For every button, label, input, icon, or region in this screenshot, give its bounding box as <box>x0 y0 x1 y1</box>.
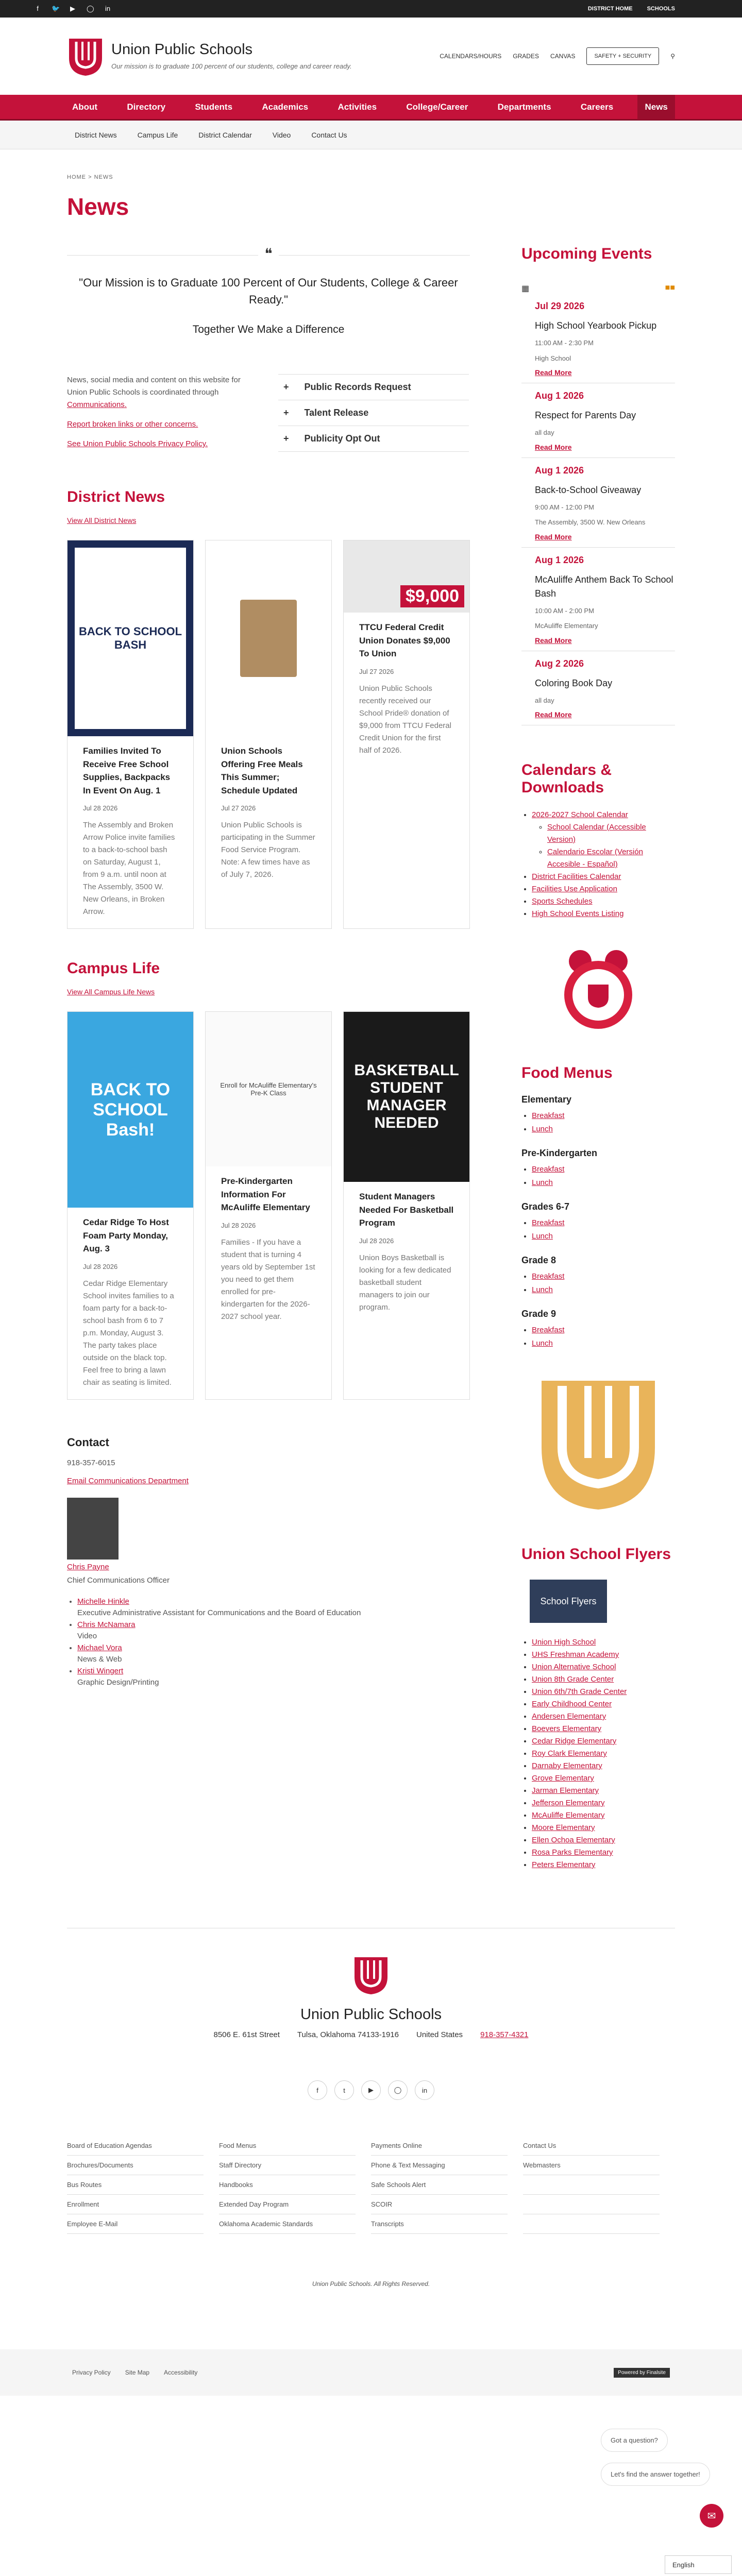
mission-quote: "Our Mission is to Graduate 100 Percent of Our Students, College & Career Ready." <box>79 276 458 306</box>
footer-city: Tulsa, Oklahoma 74133-1916 <box>297 2030 399 2039</box>
news-card-title[interactable]: Student Managers Needed For Basketball Program <box>359 1192 454 1228</box>
facebook-icon[interactable]: f <box>37 5 39 12</box>
event-title[interactable]: Back-to-School Giveaway <box>535 484 642 495</box>
news-card-title[interactable]: Pre-Kindergarten Information For McAuliffe Elementary <box>221 1176 310 1212</box>
sub-navigation <box>0 121 742 149</box>
footer-link[interactable]: Handbooks <box>219 2175 356 2195</box>
breakfast-menu-link[interactable]: Breakfast <box>532 1272 565 1281</box>
chat-prompt-answer[interactable]: Let's find the answer together! <box>601 2463 710 2486</box>
school-flyer-link[interactable]: Union 8th Grade Center <box>532 1675 614 1684</box>
instagram-icon[interactable]: ◯ <box>87 5 94 12</box>
news-card-desc: Families - If you have a student that is turning 4 years old by September 1st you need to get them enrolled for pre-kindergarten for the 2026-2027 school year. <box>221 1238 315 1321</box>
footer-link[interactable]: Enrollment <box>67 2195 204 2214</box>
canvas-link[interactable]: CANVAS <box>550 53 576 60</box>
food-category: Pre-Kindergarten <box>521 1148 598 1158</box>
image-caption: $9,000 <box>400 585 464 607</box>
breadcrumb-separator: > <box>88 174 92 180</box>
school-flyer-link[interactable]: Jefferson Elementary <box>532 1799 605 1807</box>
contact-heading: Contact <box>67 1435 109 1449</box>
news-card-date: Jul 28 2026 <box>221 1221 256 1229</box>
footer-link[interactable]: Webmasters <box>523 2156 660 2175</box>
header-mission: Our mission is to graduate 100 percent of our students, college and career ready. <box>111 62 352 70</box>
news-card-desc: Cedar Ridge Elementary School invites families to a foam party for a back-to-school bash from 6 to 7 p.m. Monday, August 3. The party takes place outside on the black top. Feel free to bring a lawn chair as seating is limited. <box>83 1279 174 1387</box>
news-card-desc: Union Public Schools is participating in the Summer Food Service Program. Note: A few times have as of July 7, 2026. <box>221 821 315 879</box>
event-item[interactable] <box>521 383 675 458</box>
accordion-label: Publicity Opt Out <box>304 433 380 444</box>
news-card-date: Jul 28 2026 <box>83 1262 118 1270</box>
news-card[interactable] <box>205 540 332 929</box>
news-card-title[interactable]: Union Schools Offering Free Meals This Summer; Schedule Updated <box>221 746 303 795</box>
calendar-link[interactable]: Sports Schedules <box>532 897 593 906</box>
event-location: McAuliffe Elementary <box>535 622 598 630</box>
event-date: Aug 2 2026 <box>535 658 584 669</box>
accordion-label: Talent Release <box>304 408 369 418</box>
linkedin-icon[interactable]: in <box>415 2080 434 2100</box>
calendars-heading: Calendars & Downloads <box>521 761 612 796</box>
footer-links <box>67 2136 675 2234</box>
school-flyer-link[interactable]: Rosa Parks Elementary <box>532 1848 613 1857</box>
school-flyer-link[interactable]: Ellen Ochoa Elementary <box>532 1836 615 1844</box>
subnav-district-calendar[interactable]: District Calendar <box>198 130 252 139</box>
read-more-link[interactable]: Read More <box>535 710 572 719</box>
footer-link[interactable]: Transcripts <box>371 2214 508 2234</box>
district-logo[interactable] <box>67 36 104 77</box>
lunch-menu-link[interactable]: Lunch <box>532 1124 553 1133</box>
breadcrumb <box>0 149 742 180</box>
breakfast-menu-link[interactable]: Breakfast <box>532 1111 565 1120</box>
calendar-sublink[interactable]: School Calendar (Accessible Version) <box>547 823 646 844</box>
quote-icon: ❝ <box>67 245 470 262</box>
district-home-link[interactable]: DISTRICT HOME <box>587 6 633 12</box>
event-date: Aug 1 2026 <box>535 554 584 565</box>
nav-students[interactable]: Students <box>195 101 233 112</box>
news-card-desc: The Assembly and Broken Arrow Police invite families to a back-to-school bash on Saturday, August 1, from 9 a.m. until noon at The Assembly, 3500 W. New Orleans, in Broken Arrow. <box>83 821 175 916</box>
social-links <box>34 5 111 13</box>
read-more-link[interactable]: Read More <box>535 368 572 377</box>
events-list <box>521 294 675 725</box>
mission-tagline: Together We Make a Difference <box>192 324 345 335</box>
bottom-bar <box>0 2349 742 2396</box>
footer-link[interactable]: Food Menus <box>219 2136 356 2156</box>
school-flyer-link[interactable]: McAuliffe Elementary <box>532 1811 605 1820</box>
accordion-public-records[interactable] <box>278 374 469 400</box>
school-flyer-link[interactable]: Boevers Elementary <box>532 1724 602 1733</box>
nav-careers[interactable]: Careers <box>580 101 614 112</box>
event-time: 11:00 AM - 2:30 PM <box>535 339 594 347</box>
image-caption: BACK TO SCHOOL Bash! <box>90 1079 171 1140</box>
news-card[interactable] <box>67 540 194 929</box>
search-icon[interactable]: ⚲ <box>670 53 675 60</box>
school-flyer-link[interactable]: Andersen Elementary <box>532 1712 606 1721</box>
event-title[interactable]: Coloring Book Day <box>535 677 613 688</box>
read-more-link[interactable]: Read More <box>535 636 572 645</box>
site-header <box>0 18 742 95</box>
communications-link[interactable]: Communications. <box>67 400 127 409</box>
staff-link[interactable]: Chris McNamara <box>77 1620 136 1629</box>
school-flyer-link[interactable]: Peters Elementary <box>532 1860 596 1869</box>
lead-role: Chief Communications Officer <box>67 1576 170 1585</box>
news-card[interactable] <box>343 540 470 929</box>
privacy-policy-link[interactable]: Privacy Policy <box>72 2369 111 2376</box>
staff-link[interactable]: Michelle Hinkle <box>77 1597 129 1606</box>
footer-link[interactable]: Staff Directory <box>219 2156 356 2175</box>
footer-link[interactable]: SCOIR <box>371 2195 508 2214</box>
nav-news[interactable]: News <box>637 95 674 120</box>
event-time: all day <box>535 696 554 704</box>
plus-icon: + <box>283 382 289 392</box>
food-category: Grade 8 <box>521 1255 556 1265</box>
food-menus <box>521 1064 675 1515</box>
footer-phone-link[interactable]: 918-357-4321 <box>480 2030 529 2039</box>
footer-link[interactable]: Bus Routes <box>67 2175 204 2195</box>
footer-logo <box>352 1954 390 1995</box>
event-title[interactable]: Respect for Parents Day <box>535 410 636 420</box>
food-heading: Food Menus <box>521 1064 613 1081</box>
lunch-menu-link[interactable]: Lunch <box>532 1231 553 1241</box>
footer-link <box>523 2214 660 2234</box>
footer-link[interactable]: Safe Schools Alert <box>371 2175 508 2195</box>
linkedin-icon[interactable]: in <box>105 5 111 12</box>
event-date: Aug 1 2026 <box>535 391 584 401</box>
news-card[interactable] <box>67 1011 194 1400</box>
alarm-clock-image <box>521 946 675 1033</box>
plus-icon: + <box>283 408 289 418</box>
nav-directory[interactable]: Directory <box>127 101 166 112</box>
footer-address: 8506 E. 61st Street <box>213 2030 280 2039</box>
email-dept-link[interactable]: Email Communications Department <box>67 1476 189 1485</box>
news-image <box>344 540 469 613</box>
food-category: Grade 9 <box>521 1309 556 1319</box>
news-card-date: Jul 28 2026 <box>83 804 118 812</box>
lead-name-link[interactable]: Chris Payne <box>67 1562 109 1571</box>
staff-link[interactable]: Kristi Wingert <box>77 1666 124 1675</box>
footer-link[interactable]: Phone & Text Messaging <box>371 2156 508 2175</box>
event-item[interactable] <box>521 548 675 651</box>
facebook-icon[interactable]: f <box>308 2080 327 2100</box>
footer-country: United States <box>416 2030 463 2039</box>
avatar <box>67 1498 119 1560</box>
chat-icon[interactable]: ✉ <box>700 2504 723 2528</box>
page-title: News <box>67 193 129 220</box>
event-location: The Assembly, 3500 W. New Orleans <box>535 518 646 526</box>
news-card-title[interactable]: Cedar Ridge To Host Foam Party Monday, Aug. 3 <box>83 1217 169 1253</box>
breakfast-menu-link[interactable]: Breakfast <box>532 1326 565 1334</box>
image-caption: Enroll for McAuliffe Elementary's Pre-K Class <box>220 1081 317 1097</box>
footer-link <box>523 2175 660 2195</box>
food-category: Elementary <box>521 1094 572 1105</box>
schools-dropdown[interactable]: SCHOOLS <box>647 6 675 12</box>
staff-role: Video <box>77 1632 97 1640</box>
event-item[interactable] <box>521 458 675 548</box>
breadcrumb-home[interactable]: HOME <box>67 174 86 180</box>
news-card-title[interactable]: TTCU Federal Credit Union Donates $9,000 To Union <box>359 622 450 658</box>
staff-role: Graphic Design/Printing <box>77 1678 159 1687</box>
footer <box>67 1928 675 2287</box>
news-card[interactable] <box>343 1011 470 1400</box>
nav-activities[interactable]: Activities <box>338 101 377 112</box>
staff-role: Executive Administrative Assistant for Communications and the Board of Education <box>77 1608 361 1617</box>
flyers-heading: Union School Flyers <box>521 1546 671 1563</box>
lunch-menu-link[interactable]: Lunch <box>532 1178 553 1187</box>
news-image <box>68 540 193 736</box>
calendar-sublink[interactable]: Calendario Escolar (Versión Accesible - Español) <box>547 848 643 869</box>
news-card-date: Jul 27 2026 <box>221 804 256 812</box>
main-content <box>67 245 470 1871</box>
accordion-publicity-opt-out[interactable] <box>278 426 469 452</box>
plus-icon: + <box>283 433 289 444</box>
school-flyer-link[interactable]: Grove Elementary <box>532 1774 594 1783</box>
powered-by-badge[interactable]: Powered by Finalsite <box>614 2368 670 2378</box>
event-time: 10:00 AM - 2:00 PM <box>535 606 594 615</box>
youtube-icon[interactable]: ▶ <box>70 5 75 12</box>
food-category: Grades 6-7 <box>521 1201 570 1212</box>
twitter-icon[interactable]: 🐦 <box>52 5 60 12</box>
footer-link[interactable]: Board of Education Agendas <box>67 2136 204 2156</box>
event-date: Aug 1 2026 <box>535 465 584 476</box>
nav-academics[interactable]: Academics <box>262 101 309 112</box>
school-flyer-link[interactable]: Darnaby Elementary <box>532 1761 602 1770</box>
flyers-section <box>521 1546 675 1871</box>
school-flyer-link[interactable]: Early Childhood Center <box>532 1700 612 1708</box>
campus-life-heading: Campus Life <box>67 960 160 977</box>
calendar-link[interactable]: High School Events Listing <box>532 909 624 918</box>
breadcrumb-current: NEWS <box>94 174 113 180</box>
event-date: Jul 29 2026 <box>535 301 585 311</box>
staff-link[interactable]: Michael Vora <box>77 1643 122 1652</box>
footer-name: Union Public Schools <box>300 2006 442 2023</box>
event-title[interactable]: High School Yearbook Pickup <box>535 320 657 331</box>
site-map-link[interactable]: Site Map <box>125 2369 150 2376</box>
copyright: Union Public Schools. All Rights Reserved. <box>312 2280 430 2287</box>
events-heading: Upcoming Events <box>521 245 652 262</box>
event-item[interactable] <box>521 294 675 383</box>
footer-link[interactable]: Contact Us <box>523 2136 660 2156</box>
breakfast-menu-link[interactable]: Breakfast <box>532 1218 565 1227</box>
nav-college-career[interactable]: College/Career <box>406 101 468 112</box>
school-flyers-button[interactable]: School Flyers <box>530 1580 607 1623</box>
report-links-link[interactable]: Report broken links or other concerns. <box>67 420 198 429</box>
footer-link[interactable]: Employee E-Mail <box>67 2214 204 2234</box>
brand-name[interactable]: Union Public Schools <box>111 41 253 58</box>
image-caption: BACK TO SCHOOL BASH <box>75 548 186 729</box>
event-title[interactable]: McAuliffe Anthem Back To School Bash <box>535 574 673 599</box>
twitter-icon[interactable]: t <box>334 2080 354 2100</box>
read-more-link[interactable]: Read More <box>535 532 572 541</box>
accordion <box>278 374 469 457</box>
nav-departments[interactable]: Departments <box>497 101 551 112</box>
event-item[interactable] <box>521 651 675 726</box>
top-utility-bar <box>0 0 742 18</box>
subnav-campus-life[interactable]: Campus Life <box>137 130 178 139</box>
subnav-contact-us[interactable]: Contact Us <box>311 130 347 139</box>
calendar-link[interactable]: 2026-2027 School Calendar <box>532 810 628 819</box>
language-select[interactable]: English <box>665 2555 732 2574</box>
school-flyer-link[interactable]: Roy Clark Elementary <box>532 1749 607 1758</box>
district-news-heading: District News <box>67 488 165 505</box>
news-card-desc: Union Boys Basketball is looking for a few dedicated basketball student managers to join our program. <box>359 1253 451 1312</box>
read-more-link[interactable]: Read More <box>535 443 572 451</box>
contact-phone: 918-357-6015 <box>67 1458 115 1467</box>
news-card-date: Jul 28 2026 <box>359 1236 394 1245</box>
news-card-title[interactable]: Families Invited To Receive Free School Supplies, Backpacks In Event On Aug. 1 <box>83 746 171 795</box>
view-all-campus-life-link[interactable]: View All Campus Life News <box>67 988 155 996</box>
info-text: News, social media and content on this website for Union Public Schools is coordinated through <box>67 376 241 397</box>
news-image <box>68 1012 193 1208</box>
footer-link <box>523 2195 660 2214</box>
calendar-link[interactable]: Facilities Use Application <box>532 885 617 893</box>
youtube-icon[interactable]: ▶ <box>361 2080 381 2100</box>
school-flyer-link[interactable]: Union 6th/7th Grade Center <box>532 1687 627 1696</box>
accordion-talent-release[interactable] <box>278 400 469 426</box>
footer-link[interactable]: Payments Online <box>371 2136 508 2156</box>
feed-icons[interactable]: ■■ <box>665 283 675 292</box>
safety-security-button[interactable]: SAFETY + SECURITY <box>586 47 659 65</box>
news-image <box>344 1012 469 1182</box>
grid-view-icon[interactable]: ▦ <box>521 284 530 293</box>
school-flyer-link[interactable]: Cedar Ridge Elementary <box>532 1737 617 1745</box>
contact-section <box>67 1436 470 1689</box>
school-flyer-link[interactable]: Union High School <box>532 1638 596 1647</box>
instagram-icon[interactable]: ◯ <box>388 2080 408 2100</box>
news-image <box>206 540 331 736</box>
pizza-logo-image <box>521 1370 675 1515</box>
main-navigation <box>0 95 742 121</box>
chat-prompt-question[interactable]: Got a question? <box>601 2429 668 2452</box>
calendars-hours-link[interactable]: CALENDARS/HOURS <box>440 53 502 60</box>
school-flyer-link[interactable]: Union Alternative School <box>532 1663 616 1671</box>
event-time: all day <box>535 429 554 436</box>
lunch-menu-link[interactable]: Lunch <box>532 1285 553 1294</box>
lunch-menu-link[interactable]: Lunch <box>532 1338 553 1348</box>
sidebar <box>521 245 675 1871</box>
privacy-policy-link[interactable]: See Union Public Schools Privacy Policy. <box>67 439 208 448</box>
subnav-district-news[interactable]: District News <box>75 130 117 139</box>
school-flyer-link[interactable]: UHS Freshman Academy <box>532 1650 619 1659</box>
accordion-label: Public Records Request <box>304 382 411 392</box>
school-flyer-link[interactable]: Moore Elementary <box>532 1823 595 1832</box>
news-card[interactable] <box>205 1011 332 1400</box>
nav-about[interactable]: About <box>72 101 98 112</box>
school-flyer-link[interactable]: Jarman Elementary <box>532 1786 599 1795</box>
grades-link[interactable]: GRADES <box>513 53 539 60</box>
event-time: 9:00 AM - 12:00 PM <box>535 503 594 511</box>
event-location: High School <box>535 354 571 362</box>
news-card-desc: Union Public Schools recently received our School Pride® donation of $9,000 from TTCU Federal Credit Union for the first half of 2026. <box>359 684 451 755</box>
subnav-video[interactable]: Video <box>272 130 291 139</box>
footer-link[interactable]: Oklahoma Academic Standards <box>219 2214 356 2234</box>
view-all-district-news-link[interactable]: View All District News <box>67 516 137 524</box>
calendar-link[interactable]: District Facilities Calendar <box>532 872 621 881</box>
news-image <box>206 1012 331 1166</box>
news-card-date: Jul 27 2026 <box>359 667 394 675</box>
staff-role: News & Web <box>77 1655 122 1664</box>
image-caption: BASKETBALL STUDENT MANAGER NEEDED <box>354 1062 459 1131</box>
accessibility-link[interactable]: Accessibility <box>164 2369 198 2376</box>
breakfast-menu-link[interactable]: Breakfast <box>532 1165 565 1174</box>
footer-link[interactable]: Extended Day Program <box>219 2195 356 2214</box>
paper-bag-image <box>240 600 297 677</box>
footer-link[interactable]: Brochures/Documents <box>67 2156 204 2175</box>
